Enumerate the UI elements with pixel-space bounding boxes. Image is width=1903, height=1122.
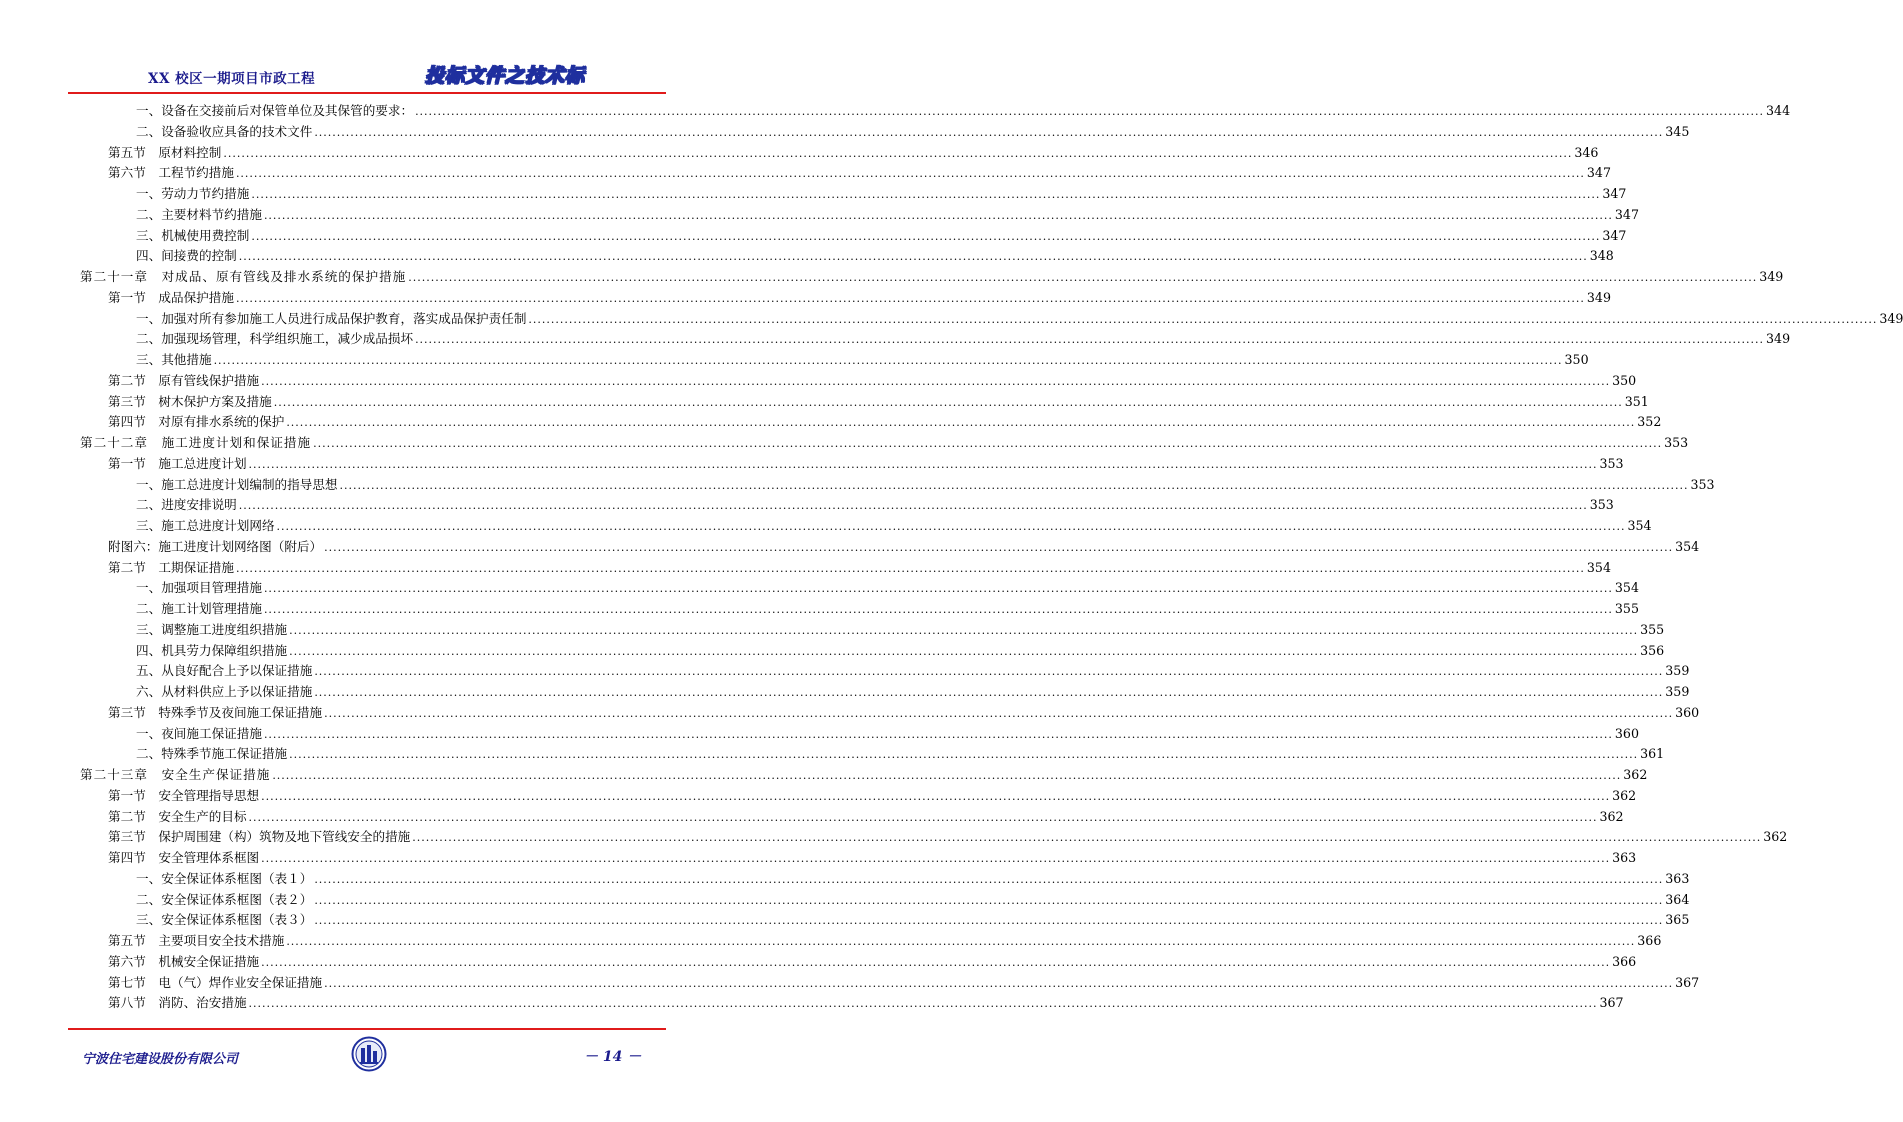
toc-entry-page: 355 [1640,621,1665,637]
toc-leader-dots: ............................................................................................................................................................................................................................................................................................................ [286,935,1636,948]
toc-leader-dots: ............................................................................................................................................................................................................................................................................................................ [235,167,1585,181]
toc-chapter-entry [80,433,1689,453]
page-number: － 14 － [584,1049,642,1065]
toc-subsection-entry [136,578,1639,598]
toc-section-entry [108,371,1637,391]
toc-entry-label: 第一节 成品保护措施 [108,289,234,305]
toc-entry-page: 344 [1766,103,1791,118]
toc-entry-page: 349 [1759,269,1784,284]
toc-subsection-entry [136,641,1665,661]
toc-entry-page: 351 [1624,393,1649,409]
toc-subsection-entry [136,101,1791,121]
toc-leader-dots: ............................................................................................................................................................................................................................................................................................................ [324,540,1674,554]
toc-leader-dots: ............................................................................................................................................................................................................................................................................................................ [276,520,1626,533]
toc-leader-dots: ............................................................................................................................................................................................................................................................................................................ [289,748,1639,762]
toc-leader-dots: ............................................................................................................................................................................................................................................................................................................ [273,395,1623,409]
toc-leader-dots: ............................................................................................................................................................................................................................................................................................................ [261,852,1611,865]
toc-entry-page: 350 [1612,372,1637,388]
toc-entry-page: 356 [1640,642,1665,658]
toc-entry-label: 二、设备验收应具备的技术文件 [136,123,313,139]
toc-section-entry [108,993,1624,1013]
toc-leader-dots: ............................................................................................................................................................................................................................................................................................................ [289,623,1639,637]
toc-section-entry [108,807,1624,827]
toc-subsection-entry [136,869,1690,889]
toc-entry-label: 二、特殊季节施工保证措施 [136,746,288,762]
toc-entry-label: 一、夜间施工保证措施 [136,725,262,741]
toc-leader-dots: ............................................................................................................................................................................................................................................................................................................ [408,271,1758,284]
project-title: XX 校区一期项目市政工程 [148,71,316,87]
toc-entry-page: 349 [1766,331,1791,347]
footer-rule [68,1028,666,1030]
toc-subsection-entry [136,184,1627,204]
toc-entry-label: 三、机械使用费控制 [136,227,250,243]
toc-subsection-entry [136,350,1589,370]
toc-subsection-entry [136,620,1665,640]
toc-leader-dots: ............................................................................................................................................................................................................................................................................................................ [324,976,1674,990]
toc-entry-label: 第二十一章 对成品、原有管线及排水系统的保护措施 [80,269,407,284]
toc-entry-label: 二、主要材料节约措施 [136,206,262,222]
toc-entry-label: 第一节 施工总进度计划 [108,455,247,471]
toc-entry-label: 第四节 对原有排水系统的保护 [108,414,285,430]
toc-subsection-entry [136,309,1903,329]
toc-leader-dots: ............................................................................................................................................................................................................................................................................................................ [289,644,1639,658]
toc-leader-dots: ............................................................................................................................................................................................................................................................................................................ [261,955,1611,969]
toc-leader-dots: ............................................................................................................................................................................................................................................................................................................ [248,810,1598,824]
toc-entry-page: 362 [1599,808,1624,824]
toc-leader-dots: ............................................................................................................................................................................................................................................................................................................ [263,208,1613,222]
toc-leader-dots: ............................................................................................................................................................................................................................................................................................................ [235,561,1585,575]
company-logo-icon [351,1036,387,1072]
toc-entry-label: 二、加强现场管理，科学组织施工，减少成品损坏 [136,331,414,347]
toc-entry-page: 355 [1614,601,1639,616]
toc-entry-label: 三、其他措施 [136,352,212,367]
toc-entry-label: 四、间接费的控制 [136,248,237,264]
toc-section-entry [108,392,1649,412]
toc-entry-label: 一、加强项目管理措施 [136,580,262,596]
toc-entry-label: 第五节 原材料控制 [108,144,222,160]
toc-entry-label: 六、从材料供应上予以保证措施 [136,684,313,699]
toc-subsection-entry [136,122,1690,142]
toc-entry-label: 第三节 树木保护方案及措施 [108,393,272,409]
toc-leader-dots: ............................................................................................................................................................................................................................................................................................................ [314,914,1664,928]
toc-subsection-entry [136,890,1690,910]
toc-subsection-entry [136,226,1627,246]
toc-section-entry [108,703,1700,723]
toc-leader-dots: ............................................................................................................................................................................................................................................................................................................ [313,437,1663,450]
toc-leader-dots: ............................................................................................................................................................................................................................................................................................................ [528,312,1878,326]
toc-entry-label: 第六节 工程节约措施 [108,165,234,181]
toc-entry-page: 346 [1574,144,1599,160]
toc-entry-label: 三、调整施工进度组织措施 [136,621,288,637]
toc-leader-dots: ............................................................................................................................................................................................................................................................................................................ [251,188,1601,201]
toc-leader-dots: ............................................................................................................................................................................................................................................................................................................ [412,831,1762,845]
toc-leader-dots: ............................................................................................................................................................................................................................................................................................................ [261,789,1611,803]
toc-leader-dots: ............................................................................................................................................................................................................................................................................................................ [263,582,1613,596]
toc-subsection-entry [136,329,1791,349]
toc-leader-dots: ............................................................................................................................................................................................................................................................................................................ [248,457,1598,471]
toc-entry-page: 359 [1665,663,1690,679]
toc-leader-dots: ............................................................................................................................................................................................................................................................................................................ [314,872,1664,886]
toc-leader-dots: ............................................................................................................................................................................................................................................................................................................ [238,250,1588,264]
toc-entry-page: 361 [1640,746,1665,762]
toc-entry-label: 第八节 消防、治安措施 [108,995,247,1011]
toc-entry-page: 348 [1589,248,1614,264]
toc-entry-page: 364 [1665,891,1690,907]
toc-subsection-entry [136,599,1639,619]
toc-entry-label: 五、从良好配合上予以保证措施 [136,663,313,679]
toc-entry-page: 362 [1623,767,1648,782]
toc-entry-page: 366 [1612,953,1637,969]
toc-entry-page: 354 [1627,518,1652,533]
toc-leader-dots: ............................................................................................................................................................................................................................................................................................................ [324,706,1674,720]
toc-entry-label: 一、加强对所有参加施工人员进行成品保护教育，落实成品保护责任制 [136,310,527,326]
toc-entry-label: 第三节 特殊季节及夜间施工保证措施 [108,704,323,720]
toc-subsection-entry [136,475,1715,495]
toc-entry-page: 353 [1664,435,1689,450]
toc-entry-label: 第一节 安全管理指导思想 [108,787,260,803]
toc-entry-page: 347 [1602,186,1627,201]
toc-leader-dots: ............................................................................................................................................................................................................................................................................................................ [261,374,1611,388]
toc-leader-dots: ............................................................................................................................................................................................................................................................................................................ [235,291,1585,305]
toc-entry-label: 第二节 工期保证措施 [108,559,234,575]
toc-leader-dots: ............................................................................................................................................................................................................................................................................................................ [238,499,1588,513]
toc-entry-label: 第二十二章 施工进度计划和保证措施 [80,435,312,450]
toc-subsection-entry [136,661,1690,681]
toc-leader-dots: ............................................................................................................................................................................................................................................................................................................ [314,686,1664,699]
toc-subsection-entry [136,910,1690,930]
toc-entry-page: 367 [1675,974,1700,990]
toc-section-entry [108,454,1624,474]
toc-entry-label: 二、进度安排说明 [136,497,237,513]
toc-subsection-entry [136,495,1614,515]
toc-leader-dots: ............................................................................................................................................................................................................................................................................................................ [251,229,1601,243]
toc-section-entry [108,558,1611,578]
toc-section-entry [108,848,1637,868]
toc-entry-page: 354 [1586,559,1611,575]
toc-subsection-entry [136,682,1690,702]
document-type-title: 投标文件之技术标 [425,65,586,87]
toc-entry-label: 三、施工总进度计划网络 [136,518,275,533]
toc-leader-dots: ............................................................................................................................................................................................................................................................................................................ [213,354,1563,367]
toc-chapter-entry [80,267,1784,287]
toc-entry-label: 第三节 保护周围建（构）筑物及地下管线安全的措施 [108,829,411,845]
toc-section-entry [108,827,1788,847]
toc-entry-page: 350 [1564,352,1589,367]
company-name: 宁波住宅建设股份有限公司 [82,1052,239,1067]
toc-leader-dots: ............................................................................................................................................................................................................................................................................................................ [314,665,1664,679]
toc-leader-dots: ............................................................................................................................................................................................................................................................................................................ [314,893,1664,907]
toc-section-entry [108,952,1637,972]
toc-entry-page: 365 [1665,912,1690,928]
toc-entry-page: 366 [1637,933,1662,948]
toc-entry-page: 363 [1612,850,1637,865]
toc-entry-page: 347 [1602,227,1627,243]
toc-leader-dots: ............................................................................................................................................................................................................................................................................................................ [286,416,1636,430]
toc-entry-label: 第四节 安全管理体系框图 [108,850,260,865]
toc-subsection-entry [136,205,1639,225]
toc-leader-dots: ............................................................................................................................................................................................................................................................................................................ [415,333,1765,347]
toc-entry-page: 353 [1599,455,1624,471]
toc-chapter-entry [80,765,1648,785]
toc-leader-dots: ............................................................................................................................................................................................................................................................................................................ [415,105,1765,118]
toc-entry-label: 第五节 主要项目安全技术措施 [108,933,285,948]
toc-entry-label: 二、施工计划管理措施 [136,601,262,616]
toc-entry-label: 第二节 原有管线保护措施 [108,372,260,388]
toc-entry-page: 354 [1675,538,1700,554]
toc-entry-label: 第六节 机械安全保证措施 [108,953,260,969]
toc-section-entry [108,163,1611,183]
toc-section-entry [108,537,1700,557]
toc-leader-dots: ............................................................................................................................................................................................................................................................................................................ [272,769,1622,782]
toc-entry-label: 第七节 电（气）焊作业安全保证措施 [108,974,323,990]
toc-entry-label: 第二十三章 安全生产保证措施 [80,767,271,782]
toc-section-entry [108,288,1611,308]
toc-entry-label: 第二节 安全生产的目标 [108,808,247,824]
toc-entry-page: 349 [1879,310,1903,326]
toc-entry-page: 354 [1614,580,1639,596]
toc-leader-dots: ............................................................................................................................................................................................................................................................................................................ [223,146,1573,160]
toc-entry-page: 345 [1665,123,1690,139]
toc-entry-page: 353 [1690,476,1715,492]
toc-section-entry [108,786,1637,806]
toc-entry-label: 二、安全保证体系框图（表２） [136,891,313,907]
toc-subsection-entry [136,724,1639,744]
toc-entry-page: 367 [1599,995,1624,1011]
toc-entry-page: 362 [1612,787,1637,803]
toc-leader-dots: ............................................................................................................................................................................................................................................................................................................ [263,727,1613,741]
toc-entry-page: 353 [1589,497,1614,513]
toc-entry-page: 360 [1675,704,1700,720]
toc-entry-label: 一、施工总进度计划编制的指导思想 [136,476,338,492]
toc-entry-page: 363 [1665,870,1690,886]
toc-leader-dots: ............................................................................................................................................................................................................................................................................................................ [263,603,1613,616]
toc-leader-dots: ............................................................................................................................................................................................................................................................................................................ [248,997,1598,1011]
toc-entry-page: 352 [1637,414,1662,430]
toc-entry-label: 四、机具劳力保障组织措施 [136,642,288,658]
toc-section-entry [108,143,1599,163]
toc-section-entry [108,412,1662,432]
toc-entry-page: 347 [1586,165,1611,181]
toc-subsection-entry [136,744,1665,764]
toc-entry-page: 349 [1586,289,1611,305]
toc-leader-dots: ............................................................................................................................................................................................................................................................................................................ [314,125,1664,139]
toc-section-entry [108,931,1662,951]
toc-entry-label: 三、安全保证体系框图（表３） [136,912,313,928]
toc-entry-page: 359 [1665,684,1690,699]
toc-entry-label: 一、设备在交接前后对保管单位及其保管的要求： [136,103,414,118]
toc-section-entry [108,973,1700,993]
toc-entry-label: 附图六：施工进度计划网络图（附后） [108,538,323,554]
toc-entry-label: 一、劳动力节约措施 [136,186,250,201]
toc-leader-dots: ............................................................................................................................................................................................................................................................................................................ [339,478,1689,492]
toc-entry-page: 360 [1614,725,1639,741]
toc-subsection-entry [136,516,1652,536]
toc-entry-label: 一、安全保证体系框图（表１） [136,870,313,886]
toc-entry-page: 362 [1763,829,1788,845]
toc-entry-page: 347 [1614,206,1639,222]
toc-subsection-entry [136,246,1614,266]
